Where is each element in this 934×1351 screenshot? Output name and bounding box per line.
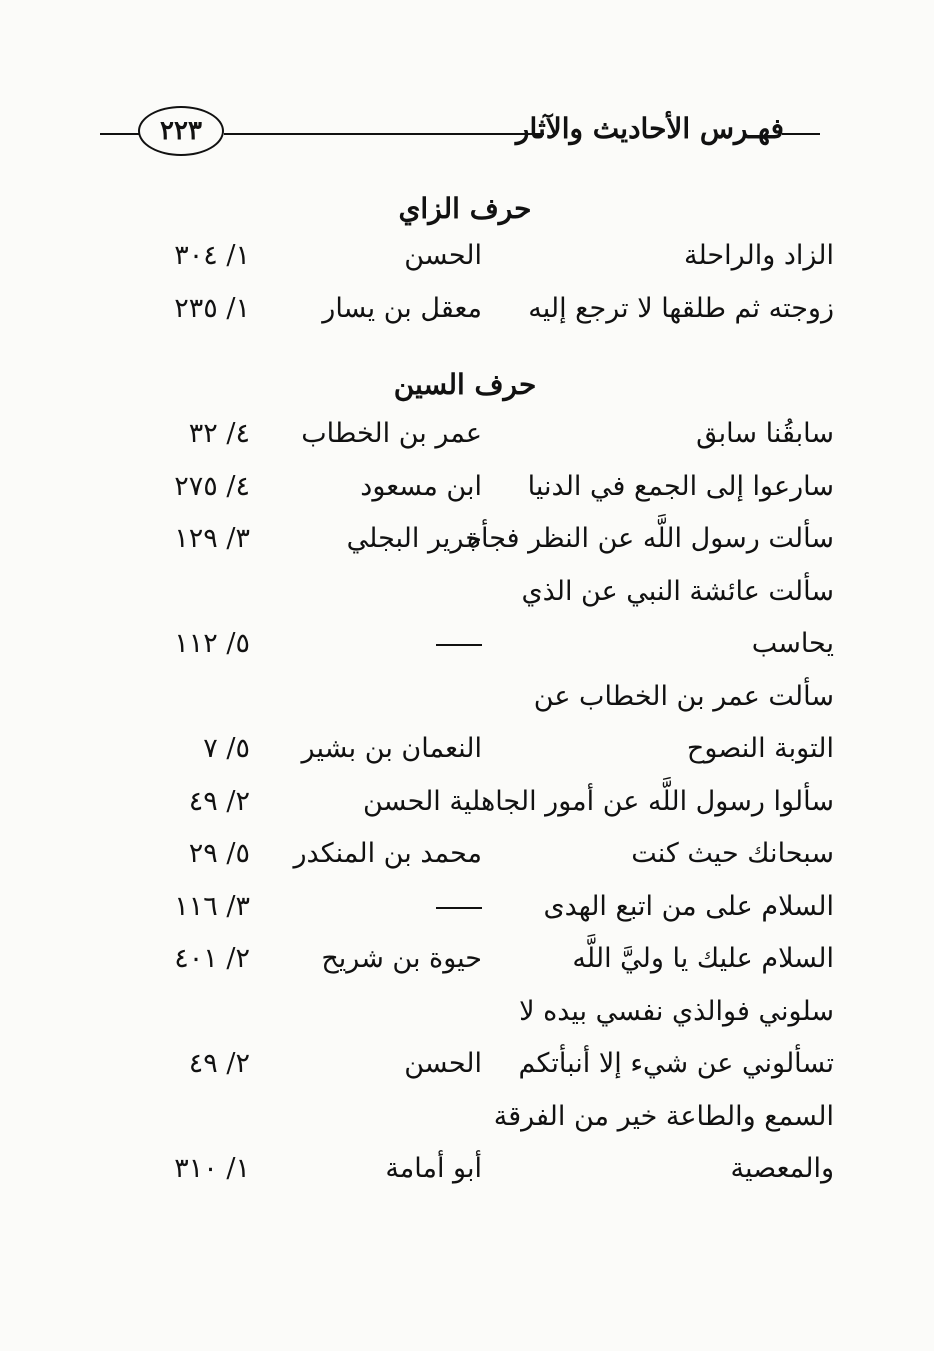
index-row — [0, 943, 934, 995]
entry-text: سألوا رسول اللَّه عن أمور الجاهلية الحسن — [363, 786, 834, 817]
entry-reference: ١/ ٢٣٥ — [174, 293, 250, 324]
dash-mark — [436, 644, 482, 646]
entry-reference: ٢/ ٤٩ — [188, 786, 250, 817]
index-row — [0, 891, 934, 943]
index-row — [0, 523, 934, 575]
entry-text: سلوني فوالذي نفسي بيده لا — [519, 996, 834, 1027]
entry-text: سابقُنا سابق — [696, 418, 834, 449]
index-row — [0, 996, 934, 1048]
page-number — [138, 106, 224, 156]
section-heading-sin: حرف السين — [393, 368, 537, 401]
entry-text: سارعوا إلى الجمع في الدنيا — [527, 471, 834, 502]
entry-reference: ٥/ ٧ — [203, 733, 250, 764]
dash-mark — [436, 907, 482, 909]
entry-text: السلام عليك يا وليَّ اللَّه — [572, 943, 834, 974]
entry-reference: ٣/ ١١٦ — [174, 891, 250, 922]
entry-reference: ٥/ ٢٩ — [188, 838, 250, 869]
entry-narrator: جرير البجلي — [346, 523, 482, 554]
index-row — [0, 293, 934, 345]
entry-text: سألت عائشة النبي عن الذي — [521, 576, 834, 607]
index-row — [0, 1153, 934, 1205]
entry-reference: ١/ ٣٠٤ — [174, 240, 250, 271]
header-rule — [100, 133, 140, 135]
entry-narrator: ابن مسعود — [360, 471, 482, 502]
entry-text: تسألوني عن شيء إلا أنبأتكم — [518, 1048, 834, 1079]
index-row — [0, 628, 934, 680]
entry-narrator: أبو أمامة — [385, 1153, 482, 1184]
entry-narrator: النعمان بن بشير — [301, 733, 482, 764]
index-row — [0, 733, 934, 785]
entry-reference: ٥/ ١١٢ — [174, 628, 250, 659]
header-rule — [224, 133, 544, 135]
entry-text: سبحانك حيث كنت — [631, 838, 834, 869]
running-header-title: فهـرس الأحاديث والآثار — [515, 112, 784, 145]
entry-narrator: عمر بن الخطاب — [301, 418, 482, 449]
entry-text: سألت رسول اللَّه عن النظر فجأة — [466, 523, 834, 554]
index-row — [0, 576, 934, 628]
entry-reference: ٢/ ٤٠١ — [174, 943, 250, 974]
entry-text: التوبة النصوح — [686, 733, 834, 764]
index-row — [0, 1048, 934, 1100]
entry-narrator: محمد بن المنكدر — [293, 838, 482, 869]
entry-text: والمعصية — [730, 1153, 834, 1184]
entry-text: السلام على من اتبع الهدى — [543, 891, 834, 922]
entry-narrator: الحسن — [404, 240, 482, 271]
index-row — [0, 838, 934, 890]
entry-reference: ١/ ٣١٠ — [174, 1153, 250, 1184]
section-heading-zay: حرف الزاي — [398, 192, 532, 225]
index-row — [0, 1101, 934, 1153]
index-row — [0, 418, 934, 470]
entry-text: السمع والطاعة خير من الفرقة — [493, 1101, 834, 1132]
entry-narrator: معقل بن يسار — [322, 293, 482, 324]
entry-reference: ٣/ ١٢٩ — [174, 523, 250, 554]
entry-text: سألت عمر بن الخطاب عن — [533, 681, 834, 712]
entry-reference: ٤/ ٣٢ — [188, 418, 250, 449]
entry-narrator: الحسن — [404, 1048, 482, 1079]
index-row — [0, 681, 934, 733]
index-row — [0, 471, 934, 523]
index-row — [0, 786, 934, 838]
entry-text: زوجته ثم طلقها لا ترجع إليه — [528, 293, 834, 324]
index-row — [0, 240, 934, 292]
entry-text: الزاد والراحلة — [683, 240, 834, 271]
entry-text: يحاسب — [751, 628, 834, 659]
entry-narrator-dash — [302, 891, 482, 922]
header-rule — [782, 133, 820, 135]
entry-narrator-dash — [302, 628, 482, 659]
entry-narrator: حيوة بن شريح — [321, 943, 482, 974]
entry-reference: ٤/ ٢٧٥ — [174, 471, 250, 502]
page-number-text: ٢٢٣ — [160, 116, 202, 146]
entry-reference: ٢/ ٤٩ — [188, 1048, 250, 1079]
